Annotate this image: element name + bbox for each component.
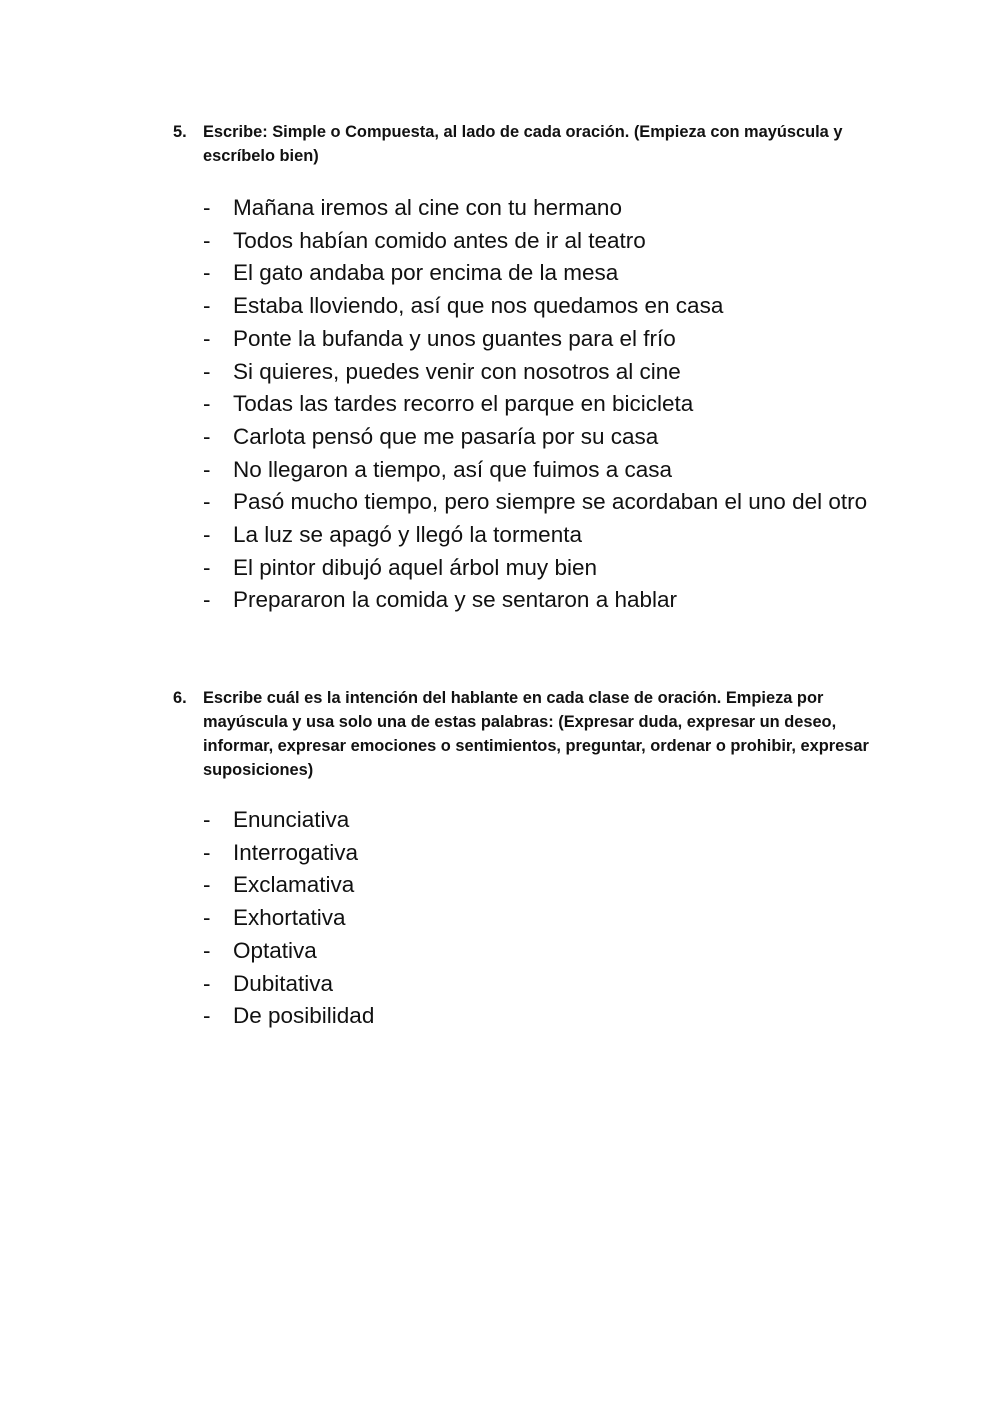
dash-bullet: - [203, 872, 211, 898]
list-item [203, 454, 873, 487]
exercise-5-sentence-list [203, 192, 873, 617]
sentence-text: Prepararon la comida y se sentaron a hablar [233, 587, 678, 613]
sentence-text: La luz se apagó y llegó la tormenta [233, 522, 582, 548]
dash-bullet: - [203, 195, 211, 220]
exercise-5-instruction: Escribe: Simple o Compuesta, al lado de cada oración. (Empieza con mayúscula y escríbelo bien) [203, 123, 843, 165]
list-item [203, 804, 873, 837]
list-item [203, 935, 873, 968]
list-item [203, 388, 873, 421]
dash-bullet: - [203, 1003, 211, 1029]
exercise-6-number: 6. [173, 689, 187, 707]
sentence-type-text: Exhortativa [233, 905, 346, 931]
dash-bullet: - [203, 293, 211, 319]
list-item [203, 192, 873, 225]
list-item [203, 323, 873, 356]
list-item [203, 356, 873, 389]
dash-bullet: - [203, 839, 211, 865]
sentence-text: No llegaron a tiempo, así que fuimos a casa [233, 456, 672, 482]
list-item [203, 584, 873, 617]
sentence-text: Carlota pensó que me pasaría por su casa [233, 423, 659, 449]
dash-bullet: - [203, 905, 211, 931]
sentence-text: Pasó mucho tiempo, pero siempre se acordaban el uno del otro [233, 489, 868, 515]
dash-bullet: - [203, 260, 211, 286]
dash-bullet: - [203, 391, 211, 417]
list-item [203, 837, 873, 870]
sentence-type-text: Enunciativa [233, 807, 350, 832]
list-item [203, 968, 873, 1001]
dash-bullet: - [203, 587, 211, 613]
dash-bullet: - [203, 807, 211, 832]
exercise-6-heading [173, 686, 873, 782]
list-item [203, 519, 873, 552]
sentence-type-text: Exclamativa [233, 872, 355, 898]
list-item [203, 421, 873, 454]
sentence-type-text: Dubitativa [233, 970, 334, 996]
dash-bullet: - [203, 456, 211, 482]
dash-bullet: - [203, 489, 211, 515]
exercise-5 [173, 120, 873, 617]
exercise-6 [173, 686, 873, 1033]
sentence-text: Estaba lloviendo, así que nos quedamos en casa [233, 293, 724, 319]
exercise-5-number: 5. [173, 123, 187, 141]
exercise-6-instruction: Escribe cuál es la intención del hablante en cada clase de oración. Empieza por mayúscula y usa solo una de estas palabras: (Expresar duda, expresar un deseo, informar, expresar emociones o sentimientos, preguntar, ordenar o prohibir, expresar suposiciones) [203, 689, 869, 779]
exercise-5-heading [173, 120, 873, 168]
list-item [203, 1000, 873, 1033]
sentence-type-text: Optativa [233, 937, 317, 963]
list-item [203, 552, 873, 585]
dash-bullet: - [203, 970, 211, 996]
sentence-text: Todas las tardes recorro el parque en bicicleta [233, 391, 694, 417]
dash-bullet: - [203, 227, 211, 253]
dash-bullet: - [203, 937, 211, 963]
sentence-text: El gato andaba por encima de la mesa [233, 260, 619, 286]
sentence-text: Ponte la bufanda y unos guantes para el frío [233, 325, 676, 351]
list-item [203, 290, 873, 323]
list-item [203, 225, 873, 258]
sentence-text: Todos habían comido antes de ir al teatro [233, 227, 646, 253]
sentence-text: Si quieres, puedes venir con nosotros al cine [233, 358, 681, 384]
sentence-text: Mañana iremos al cine con tu hermano [233, 195, 622, 220]
list-item [203, 869, 873, 902]
list-item [203, 902, 873, 935]
sentence-type-text: Interrogativa [233, 839, 359, 865]
dash-bullet: - [203, 423, 211, 449]
sentence-type-text: De posibilidad [233, 1003, 375, 1029]
list-item [203, 257, 873, 290]
exercise-6-sentence-type-list [203, 804, 873, 1033]
dash-bullet: - [203, 325, 211, 351]
dash-bullet: - [203, 522, 211, 548]
dash-bullet: - [203, 554, 211, 580]
list-item [203, 486, 873, 519]
dash-bullet: - [203, 358, 211, 384]
sentence-text: El pintor dibujó aquel árbol muy bien [233, 554, 597, 580]
